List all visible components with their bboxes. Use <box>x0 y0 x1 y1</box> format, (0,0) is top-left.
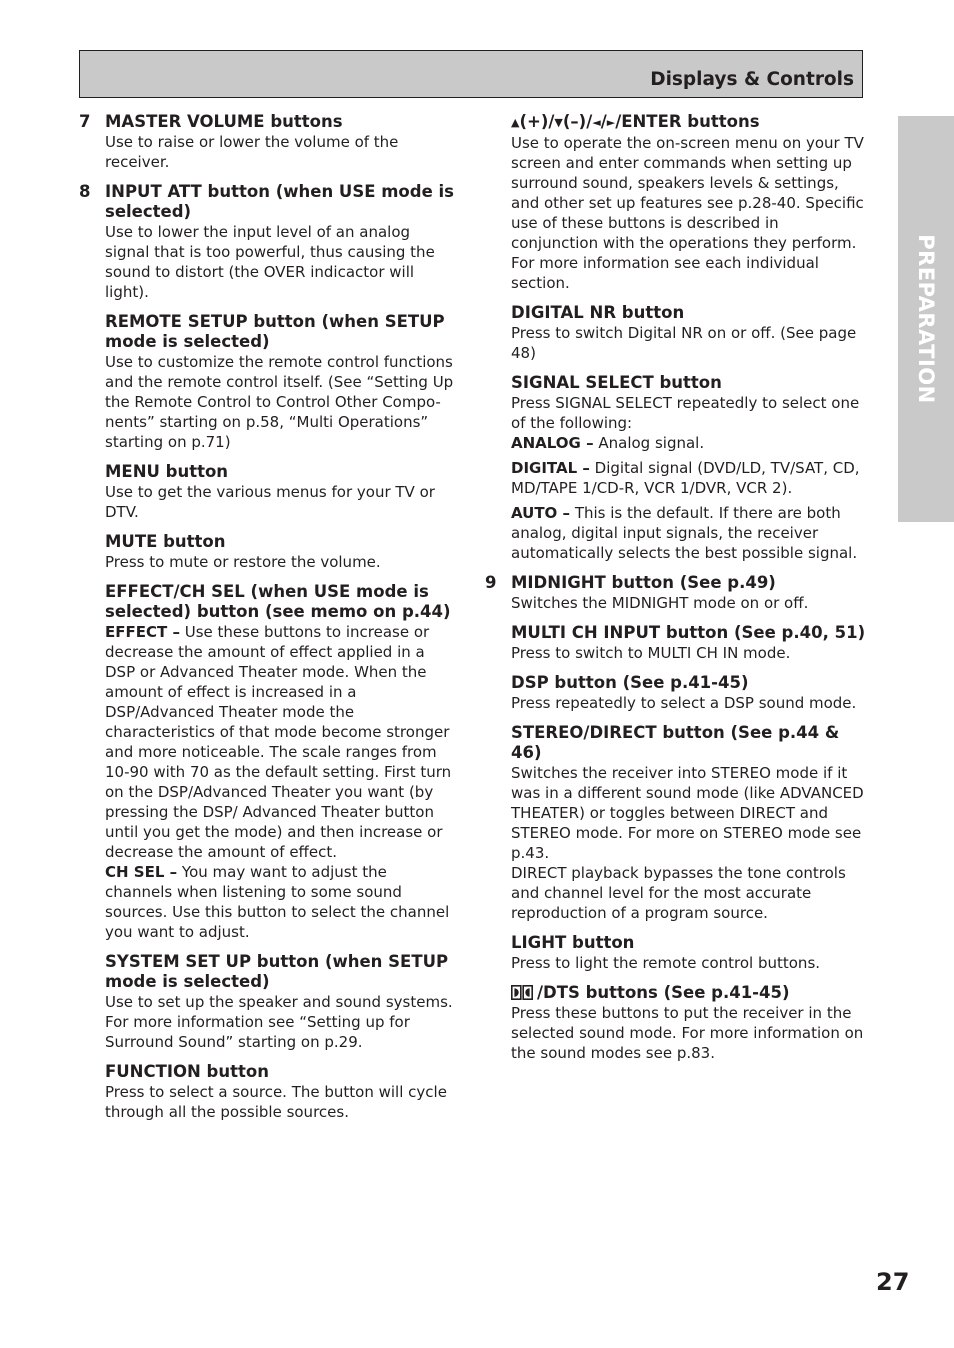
entry-description: Use to operate the on-screen menu on your TV screen and enter commands when setting up surround sound, speakers levels & settings, and other set up features see p.28-40. Specific use of these buttons is described in conjunction with the operations they perform. For more information see each individual section. <box>511 134 864 292</box>
entry-description: Press to switch Digital NR on or off. (See page 48) <box>511 324 857 362</box>
entry-description: Press to switch to MULTI CH IN mode. <box>511 644 791 662</box>
entry-description: Switches the MIDNIGHT mode on or off. <box>511 594 809 612</box>
entry-description: Use to lower the input level of an analog signal that is too powerful, thus causing the sound to distort (the OVER indicactor will light). <box>105 223 435 301</box>
entry-description: Press repeatedly to select a DSP sound mode. <box>511 694 857 712</box>
entry-description: Press SIGNAL SELECT repeatedly to select one of the following: <box>511 394 860 432</box>
heading-part: (+)/ <box>519 112 555 131</box>
entry-heading: DSP button (See p.41-45) <box>511 673 749 692</box>
side-tab-label: PREPARATION <box>914 234 938 404</box>
entry-heading: LIGHT button <box>511 933 635 952</box>
page-number: 27 <box>876 1268 910 1296</box>
entry-description: Use to get the various menus for your TV or DTV. <box>105 483 435 521</box>
entry-heading: INPUT ATT button (when USE mode is selected) <box>105 182 454 221</box>
entry-description: Press to select a source. The button will cycle through all the possible sources. <box>105 1083 447 1121</box>
right-arrow-icon: ► <box>606 116 616 129</box>
heading-part: /ENTER buttons <box>615 112 760 131</box>
term-text: Digital signal (DVD/LD, TV/SAT, CD, MD/TAPE 1/CD-R, VCR 1/DVR, VCR 2). <box>511 459 860 497</box>
entry-effect-ch-sel <box>79 582 457 942</box>
entry-description: Press these buttons to put the receiver in the selected sound mode. For more information on the sound modes see p.83. <box>511 1004 864 1062</box>
entry-description: Use to set up the speaker and sound systems. For more information see “Setting up for Surround Sound” starting on p.29. <box>105 993 453 1051</box>
entry-signal-select <box>485 373 867 563</box>
entry-heading: EFFECT/CH SEL (when USE mode is selected) button (see memo on p.44) <box>105 582 451 621</box>
left-arrow-icon: ◄ <box>592 116 601 129</box>
entry-input-att <box>79 182 457 302</box>
term-text: Use these buttons to increase or decrease the amount of effect applied in a DSP or Advanced Theater mode. When the amount of effect is increased in a DSP/Advanced Theater mode the characteristics of that mode become stronger and more noticeable. The scale ranges from 10-90 with 70 as the default setting. First turn on the DSP/Advanced Theater you want (by pressing the DSP/ Advanced Theater button until you get the mode) and then increase or decrease the amount of effect. <box>105 623 452 861</box>
entry-heading: SIGNAL SELECT button <box>511 373 722 392</box>
entry-number: 9 <box>485 573 497 592</box>
entry-heading: SYSTEM SET UP button (when SETUP mode is selected) <box>105 952 449 991</box>
left-column <box>79 112 457 1132</box>
entry-heading: MASTER VOLUME buttons <box>105 112 343 131</box>
digital-paragraph <box>511 458 867 498</box>
entry-description: Use to raise or lower the volume of the receiver. <box>105 133 399 171</box>
entry-description: Switches the receiver into STEREO mode if it was in a different sound mode (like ADVANCED THEATER) or toggles between DIRECT and STEREO mode. For more on STEREO mode see p.43. <box>511 764 864 862</box>
term-label: DIGITAL – <box>511 459 590 477</box>
entry-number: 8 <box>79 182 91 201</box>
entry-heading: MULTI CH INPUT button (See p.40, 51) <box>511 623 866 642</box>
entry-menu <box>79 462 457 522</box>
down-arrow-icon: ▼ <box>554 116 563 129</box>
heading-part: (–)/ <box>562 112 593 131</box>
term-text: You may want to adjust the channels when listening to some sound sources. Use this button to select the channel you want to adjust. <box>105 863 450 941</box>
header-bar <box>79 50 863 98</box>
entry-heading: REMOTE SETUP button (when SETUP mode is selected) <box>105 312 445 351</box>
term-text: Analog signal. <box>598 434 705 452</box>
entry-description: Press to light the remote control buttons. <box>511 954 821 972</box>
entry-system-setup <box>79 952 457 1052</box>
effect-paragraph <box>105 622 457 862</box>
entry-light <box>485 933 867 973</box>
entry-number: 7 <box>79 112 91 131</box>
entry-heading: MIDNIGHT button (See p.49) <box>511 573 776 592</box>
entry-remote-setup <box>79 312 457 452</box>
entry-mute <box>79 532 457 572</box>
heading-part: / <box>600 112 607 131</box>
entry-heading: FUNCTION button <box>105 1062 269 1081</box>
entry-multi-ch-input <box>485 623 867 663</box>
entry-heading: MENU button <box>105 462 229 481</box>
entry-description: Use to customize the remote control functions and the remote control itself. (See “Setting Up the Remote Control to Control Other Compo-nents” starting on p.58, “Multi Operations” starting on p.71) <box>105 353 454 451</box>
term-text: This is the default. If there are both analog, digital input signals, the receiver automatically selects the best possible signal. <box>511 504 858 562</box>
up-arrow-icon: ▲ <box>511 116 520 129</box>
entry-heading: STEREO/DIRECT button (See p.44 & 46) <box>511 723 840 762</box>
term-label: AUTO – <box>511 504 571 522</box>
right-column <box>485 112 867 1073</box>
entry-heading <box>511 983 867 1003</box>
section-title: Displays & Controls <box>650 69 854 90</box>
entry-function <box>79 1062 457 1122</box>
direct-paragraph: DIRECT playback bypasses the tone controls and channel level for the most accurate reproduction of a program source. <box>511 864 846 922</box>
entry-heading: MUTE button <box>105 532 226 551</box>
term-label: ANALOG – <box>511 434 594 452</box>
side-tab <box>898 116 954 522</box>
entry-dsp <box>485 673 867 713</box>
auto-paragraph <box>511 503 867 563</box>
heading-text: /DTS buttons (See p.41-45) <box>537 983 790 1002</box>
entry-description: Press to mute or restore the volume. <box>105 553 381 571</box>
entry-enter-arrows <box>485 112 867 293</box>
term-label: EFFECT – <box>105 623 180 641</box>
entry-heading <box>511 112 867 133</box>
entry-digital-nr <box>485 303 867 363</box>
ch-sel-paragraph <box>105 862 457 942</box>
analog-paragraph <box>511 433 867 453</box>
entry-midnight <box>485 573 867 613</box>
entry-stereo-direct <box>485 723 867 923</box>
entry-master-volume <box>79 112 457 172</box>
entry-dolby-dts <box>485 983 867 1063</box>
term-label: CH SEL – <box>105 863 178 881</box>
entry-heading: DIGITAL NR button <box>511 303 685 322</box>
dolby-double-d-icon <box>511 985 533 1000</box>
